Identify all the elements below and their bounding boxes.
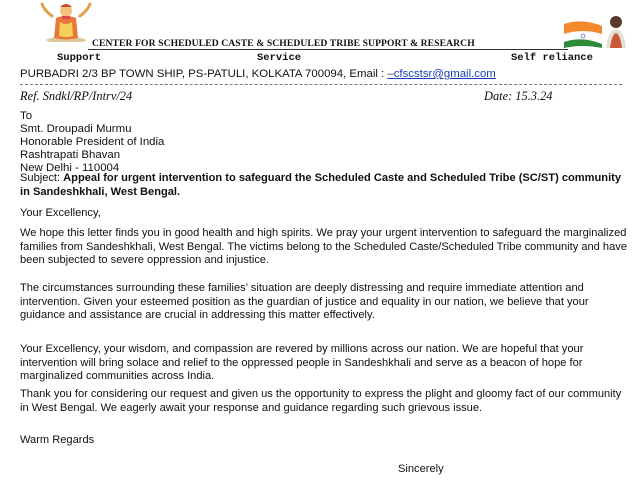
motto-self-reliance: Self reliance xyxy=(511,52,593,64)
email-text: cfscstsr@gmail.com xyxy=(393,68,496,80)
email-link[interactable]: –cfscstsr@gmail.com xyxy=(387,68,496,80)
subject-line xyxy=(20,172,632,199)
body-paragraph: We hope this letter finds you in good health and high spirits. We pray your urgent intervention to safeguard the marginalized families from Sandeshkhali, West Bengal. The victims belong to the Scheduled Caste/Scheduled Tribe community and have been subjected to severe oppression and injustice. xyxy=(20,227,627,267)
recipient-line: Smt. Droupadi Murmu xyxy=(20,123,132,135)
deity-emblem-icon xyxy=(38,2,94,42)
subject-text: Appeal for urgent intervention to safeguard the Scheduled Caste and Scheduled Tribe (SC/ST) community in Sandeshkhali, West Bengal. xyxy=(20,172,622,198)
letter-date: Date: 15.3.24 xyxy=(484,89,553,103)
title-divider xyxy=(88,49,568,50)
recipient-line: Honorable President of India xyxy=(20,136,165,148)
body-paragraph: Thank you for considering our request and given us the opportunity to express the plight and gloomy fact of our community in West Bengal. We eagerly await your response and guidance regarding such grievous issue. xyxy=(20,388,622,414)
flag-portrait-emblem-icon xyxy=(562,14,634,50)
reference-number: Ref. Sndkl/RP/Intrv/24 xyxy=(20,89,133,103)
address-text: PURBADRI 2/3 BP TOWN SHIP, PS-PATULI, KOLKATA 700094, Email : xyxy=(20,68,385,80)
subject-label: Subject: xyxy=(20,172,64,184)
signoff: Sincerely xyxy=(398,463,444,475)
recipient-line: Rashtrapati Bhavan xyxy=(20,149,121,161)
salutation: Your Excellency, xyxy=(20,207,101,219)
recipient-block xyxy=(20,110,164,175)
closing-regards: Warm Regards xyxy=(20,434,95,446)
motto-service: Service xyxy=(257,52,302,64)
recipient-line: To xyxy=(20,110,33,122)
recipient-line: New Delhi - 110004 xyxy=(20,162,120,174)
body-paragraph: Your Excellency, your wisdom, and compassion are revered by millions across our nation. We are hopeful that your intervention will bring solace and relief to the oppressed people in Sandeshkhali and serve as a beacon of hope for marginalized communities across India. xyxy=(20,343,584,383)
organization-name: CENTER FOR SCHEDULED CASTE & SCHEDULED TRIBE SUPPORT & RESEARCH xyxy=(92,38,475,49)
header-divider xyxy=(20,84,622,85)
body-paragraph: The circumstances surrounding these families’ situation are deeply distressing and require immediate attention and intervention. Given your esteemed position as the guardian of justice and equality in our nation, we believe that your guidance and assistance are crucial in addressing this matter effectively. xyxy=(20,282,589,322)
motto-support: Support xyxy=(57,52,102,64)
org-address xyxy=(20,68,496,80)
